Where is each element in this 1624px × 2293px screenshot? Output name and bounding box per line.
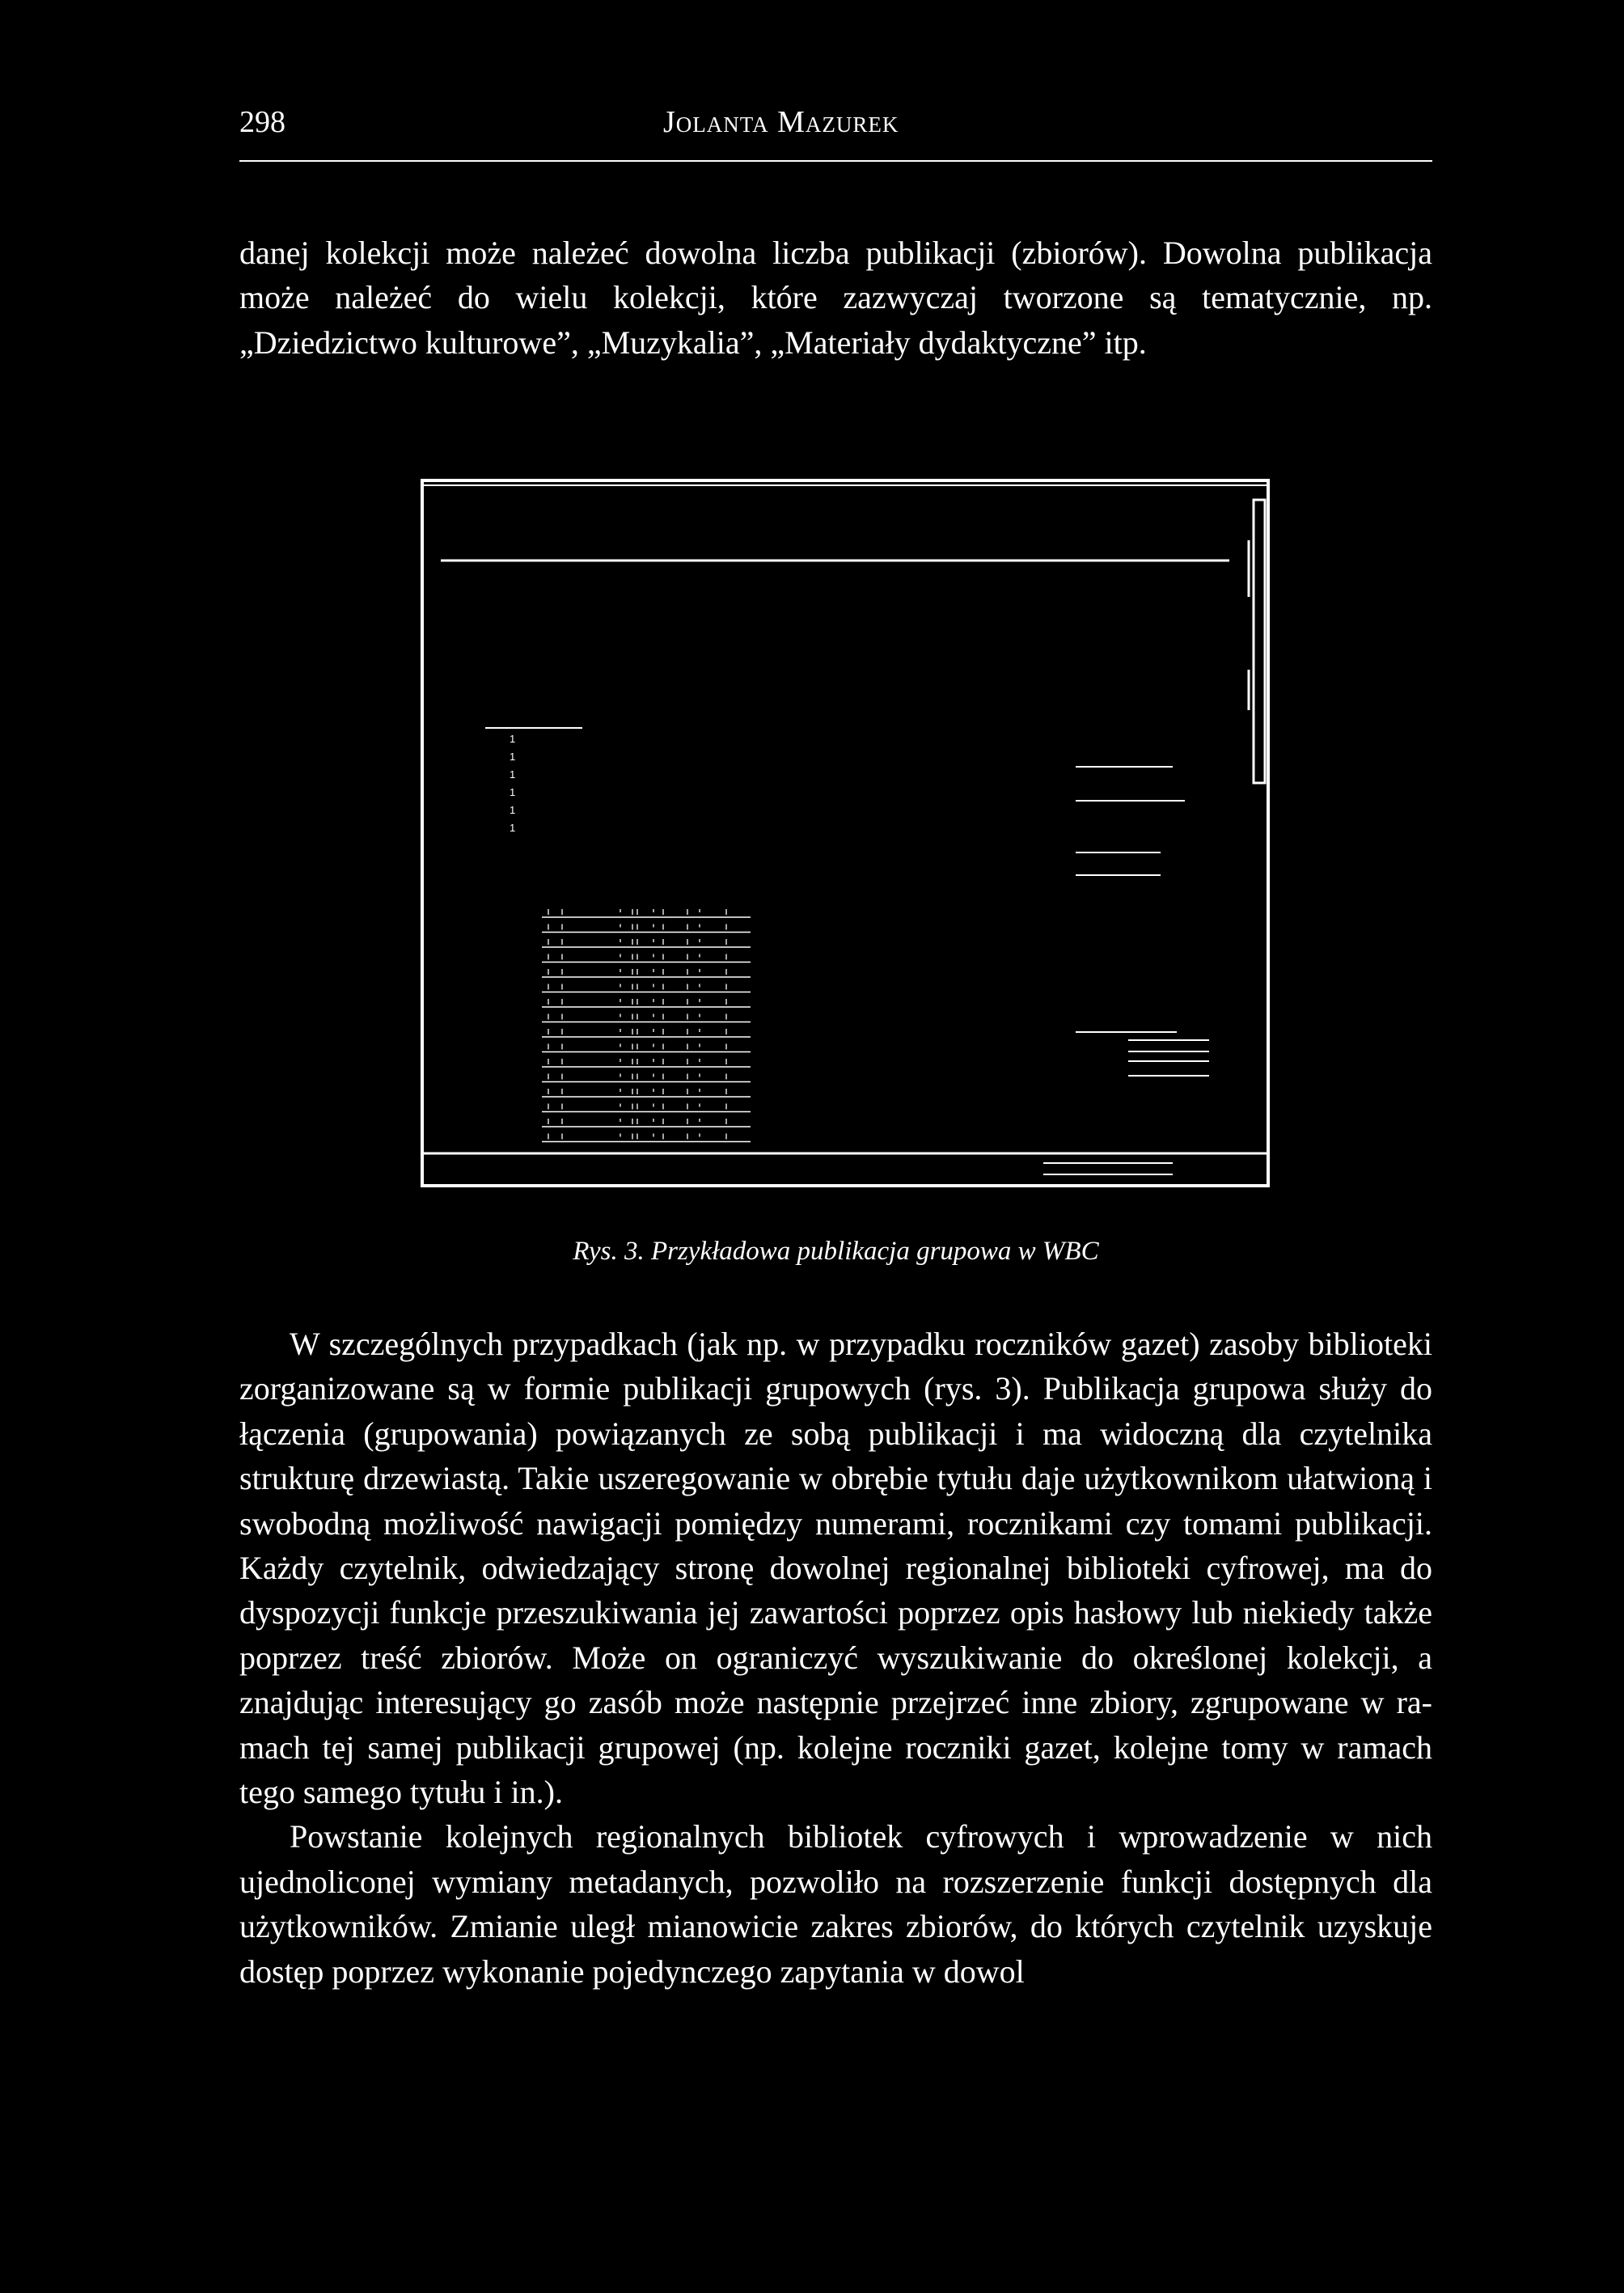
- figure-left-markers: [510, 733, 515, 834]
- figure-tree-row: [542, 969, 751, 977]
- running-head-author: Jolanta Mazurek: [663, 105, 899, 139]
- figure-tree-row: [542, 1074, 751, 1082]
- figure-right-info-lines: [1076, 767, 1185, 875]
- intro-paragraph: danej kolekcji może należeć dowolna liczba publikacji (zbiorów). Dowolna publikacja może należeć do wielu kolekcji, które zazwyczaj tworzone są tematycznie, np. „Dziedzictwo kulturowe”, „Muzykalia”, „Materiały dydaktyczne” itp.: [239, 235, 1432, 361]
- figure-tree-row: [542, 909, 751, 917]
- figure-tree-row: [542, 1044, 751, 1052]
- figure-left-marker: 1: [510, 751, 516, 763]
- figure-tree-list: [542, 909, 751, 1142]
- figure-tree-row: [542, 984, 751, 992]
- body-paragraph-2: Powstanie kolejnych regionalnych bibliotek cyfrowych i wprowadzenie w nich ujednoliconej wymiany metadanych, pozwoliło na rozszerzenie funkcji dostępnych dla użytkowników. Zmianie uległ mianowicie zakres zbiorów, do których czytelnik uzyskuje dostęp poprzez wykonanie pojedynczego zapytania w dowol: [239, 1818, 1432, 1990]
- figure-caption: Rys. 3. Przykładowa publikacja grupowa w WBC: [573, 1237, 1099, 1266]
- figure-tree-row: [542, 1014, 751, 1022]
- figure-tree-row: [542, 954, 751, 962]
- figure-tree-row: [542, 924, 751, 933]
- figure-left-marker: 1: [510, 768, 516, 781]
- body-text-block: [239, 1322, 1432, 1994]
- figure-drawing: [421, 476, 1270, 1187]
- figure-window-frame: [422, 480, 1268, 1186]
- intro-text-block: [239, 231, 1432, 365]
- figure-tree-row: [542, 1104, 751, 1112]
- figure-screenshot: [421, 476, 1270, 1187]
- figure-right-lower-lines: [1076, 1032, 1209, 1076]
- figure-tree-row: [542, 1119, 751, 1127]
- figure-tree-row: [542, 1089, 751, 1097]
- figure-tree-row: [542, 1134, 751, 1142]
- page-number: 298: [239, 105, 285, 139]
- figure-scrollbar: [1254, 500, 1265, 783]
- figure-tree-row: [542, 1029, 751, 1037]
- figure-tree-row: [542, 939, 751, 947]
- figure-tree-row: [542, 1059, 751, 1067]
- header-rule: [239, 160, 1432, 162]
- figure-tree-row: [542, 999, 751, 1007]
- body-paragraph-1: W szczególnych przypadkach (jak np. w przypadku roczników gazet) zasoby biblioteki zorganizowane są w formie publikacji grupowych (rys. 3). Publikacja grupowa służy do łączenia (grupowania) powiązanych ze sobą publikacji i ma widoczną dla czytelnika strukturę drzewiastą. Takie uszeregowanie w obrębie tytułu daje użytkownikom ułatwioną i swobodną możliwość nawigacji pomiędzy numerami, rocznikami czy tomami publikacji. Każdy czytelnik, odwiedzający stronę dowolnej regionalnej biblioteki cyfrowej, ma do dyspozycji funkcje przeszukiwania jej zawartości poprzez opis hasłowy lub niekiedy także poprzez treść zbiorów. Może on ograniczyć wyszukiwanie do określonej kolekcji, a znajdując interesujący go zasób może następnie przejrzeć inne zbiory, zgrupowane w ramach tej samej publikacji grupowej (np. kolejne roczniki gazet, kolejne tomy w ramach tego samego tytułu i in.).: [239, 1326, 1432, 1811]
- figure-left-marker: 1: [510, 733, 516, 745]
- figure-left-marker: 1: [510, 786, 516, 798]
- figure-left-marker: 1: [510, 822, 516, 834]
- figure-left-marker: 1: [510, 804, 516, 816]
